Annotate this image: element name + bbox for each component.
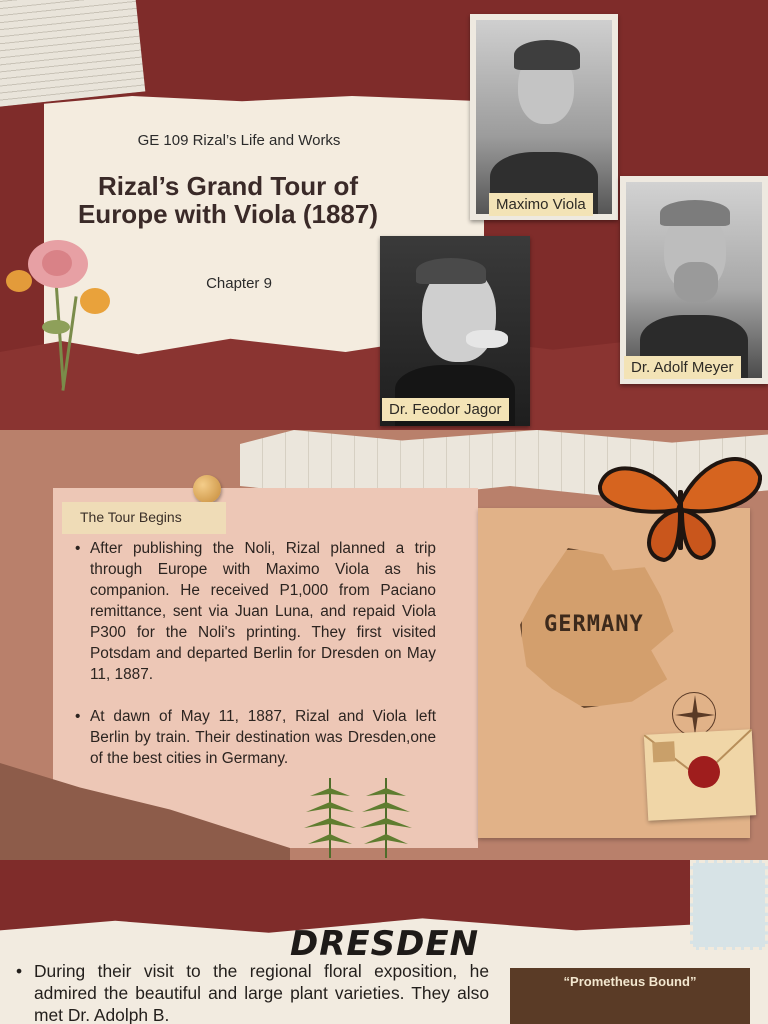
course-label: GE 109 Rizal’s Life and Works [137,132,341,149]
tour-section [0,430,768,860]
tour-bullet-list [72,538,436,790]
butterfly-icon [598,446,762,564]
section-tag: The Tour Begins [62,502,226,534]
pushpin-icon [193,475,221,503]
dresden-heading: DRESDEN [290,924,480,964]
title-section [0,0,768,430]
maximo-viola-caption: Maximo Viola [489,193,593,216]
dresden-bullet: • During their visit to the regional floral exposition, he admired the beautiful and large plant varieties. They also met Dr. Adolph B. [14,960,489,1024]
dresden-bullet-list [14,960,489,1024]
page-title: Rizal’s Grand Tour of Europe with Viola (1887) [77,171,379,229]
chapter-label: Chapter 9 [206,275,272,292]
dresden-section [0,860,768,1024]
tour-bullet: • After publishing the Noli, Rizal planned a trip through Europe with Maximo Viola as his companion. He received P1,000 from Paciano remittance, sent via Juan Luna, and repaid Viola P300 for the Noli's printing. They first visited Potsdam and departed Berlin for Dresden on May 11, 1887. [72,538,436,685]
compass-icon [672,692,716,736]
postcard-stamp-icon [690,860,768,950]
maximo-viola-photo [470,14,618,220]
map-label: GERMANY [544,612,644,637]
adolf-meyer-photo [620,176,768,384]
fern-icon [300,778,360,858]
tour-bullet: • At dawn of May 11, 1887, Rizal and Viola left Berlin by train. Their destination was Dresden,one of the best cities in Germany. [72,706,436,769]
painting-label: “Prometheus Bound” [563,974,697,989]
adolf-meyer-caption: Dr. Adolf Meyer [624,356,741,379]
fern-icon [356,778,416,858]
feodor-jagor-caption: Dr. Feodor Jagor [382,398,509,421]
wax-seal-icon [688,756,720,788]
newspaper-scrap [0,0,145,108]
flower-decoration [6,236,116,396]
